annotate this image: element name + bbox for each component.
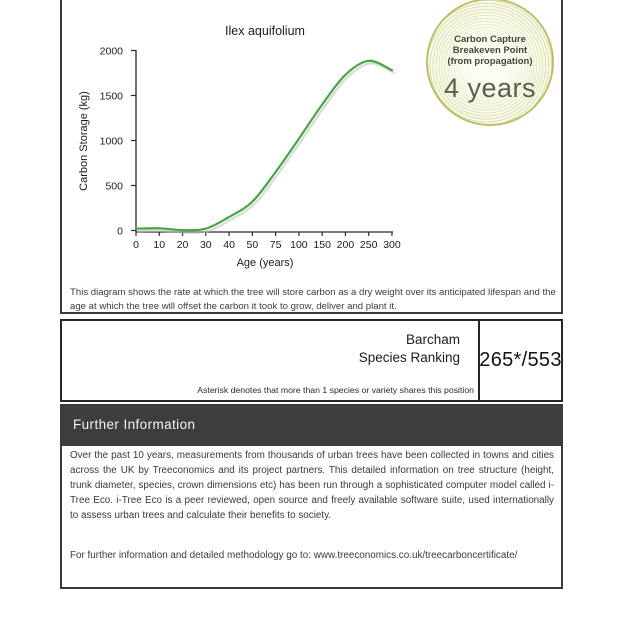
y-tick-label: 1000: [99, 135, 123, 148]
methodology-paragraph: Over the past 10 years, measurements from thousands of urban trees have been collected in towns and cities across the UK by Treeconomics and its project partners. This detailed information on tree structure (height, trunk diameter, species, crown dimensions etc) has been run through a sophisticated computer model called i-Tree Eco. i-Tree Eco is a peer reviewed, open source and freely available software suite, used internationally to assess urban trees and calculate their benefits to society.: [70, 450, 554, 522]
ranking-title-line2: Species Ranking: [358, 350, 460, 365]
ranking-title: [359, 331, 460, 367]
species-ranking-section: [60, 319, 563, 402]
badge-text-line: (from propagation): [447, 56, 533, 67]
x-tick-label: 100: [290, 239, 308, 251]
chart-title: Ilex aquifolium: [225, 24, 305, 38]
ranking-value: 265*/553: [479, 349, 562, 371]
ranking-title-line1: Barcham: [405, 332, 460, 347]
x-tick-label: 150: [313, 239, 331, 251]
further-information-header: Further Information: [62, 406, 561, 446]
further-information-body: [62, 446, 561, 561]
chart-section: [60, 0, 563, 314]
ranking-label-cell: [62, 321, 480, 400]
ranking-value-cell: [480, 321, 561, 400]
y-tick-label: 0: [117, 225, 123, 238]
y-tick-label: 500: [105, 180, 123, 193]
x-tick-label: 40: [223, 239, 235, 251]
x-tick-label: 10: [153, 239, 166, 251]
chart-caption: This diagram shows the rate at which the tree will store carbon as a dry weight over its anticipated lifespan and the age at which the tree will offset the carbon it took to grow, deliver and plant it.: [70, 287, 556, 313]
x-tick-label: 75: [269, 239, 282, 251]
badge-text-line: Carbon Capture: [454, 34, 526, 45]
x-tick-label: 300: [383, 239, 401, 251]
curve-shadow: [138, 63, 394, 232]
badge-text-line: Breakeven Point: [452, 45, 528, 56]
x-tick-label: 30: [199, 239, 212, 251]
x-tick-label: 50: [246, 239, 259, 251]
breakeven-badge tree-rings-icon: [426, 0, 554, 126]
ranking-asterisk-note: Asterisk denotes that more than 1 species or variety shares this position: [197, 385, 474, 395]
methodology-link-line: For further information and detailed methodology go to: www.treeconomics.co.uk/treecarboncertificate/: [70, 550, 518, 562]
x-tick-label: 200: [336, 239, 355, 251]
x-tick-label: 250: [359, 239, 378, 251]
y-axis-title: Carbon Storage (kg): [78, 91, 90, 191]
further-information-section: [60, 404, 563, 589]
y-tick-label: 1500: [99, 90, 123, 103]
x-tick-label: 20: [176, 239, 189, 251]
x-axis-ticks: [133, 232, 401, 251]
x-tick-label: 0: [133, 239, 139, 251]
carbon-storage-curve: [136, 61, 392, 230]
x-axis-title: Age (years): [236, 257, 294, 269]
y-axis-ticks: [100, 45, 136, 237]
y-tick-label: 2000: [99, 45, 123, 58]
badge-breakeven-years: 4 years: [443, 73, 537, 103]
